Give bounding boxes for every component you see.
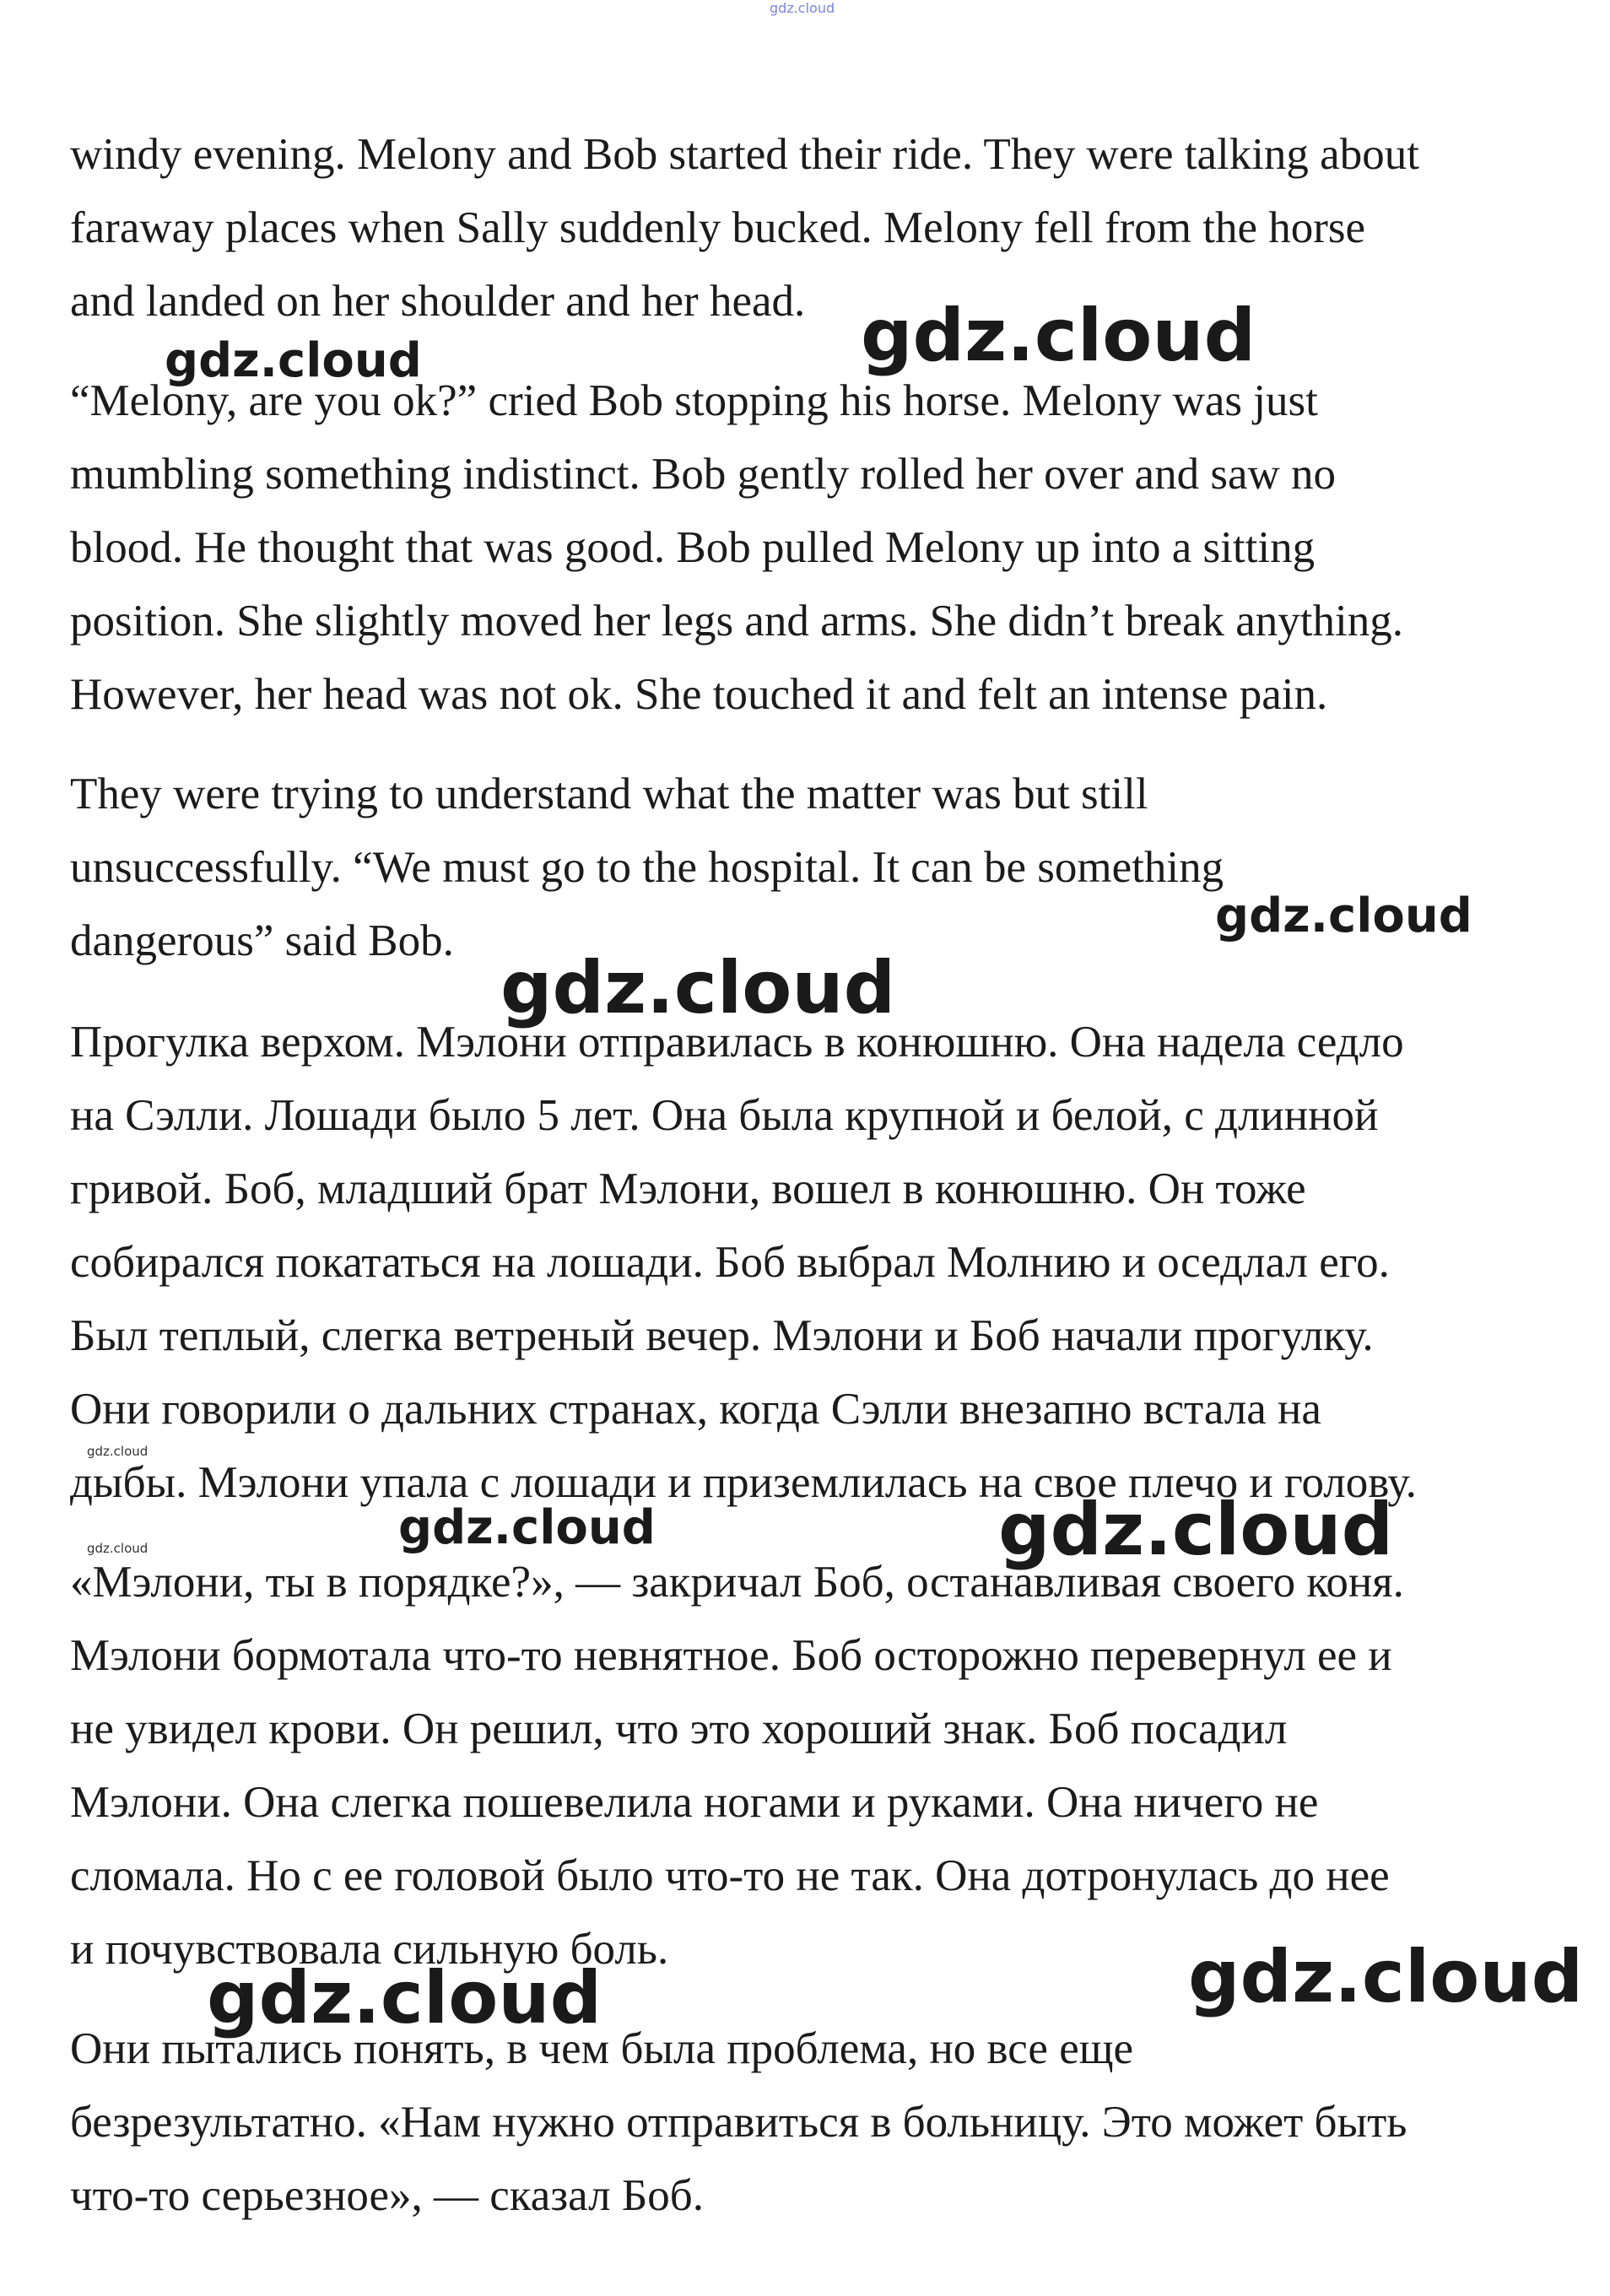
paragraph-5 — [70, 1546, 1572, 1986]
watermark: gdz.cloud — [1188, 1935, 1584, 2019]
text-line: windy evening. Melony and Bob started their ride. They were talking about — [70, 130, 1419, 179]
text-line: Мэлони бормотала что-то невнятное. Боб осторожно перевернул ее и — [70, 1631, 1392, 1680]
watermark: gdz.cloud — [861, 294, 1256, 378]
paragraph-1 — [70, 118, 1572, 338]
text-line: не увидел крови. Он решил, что это хороший знак. Боб посадил — [70, 1704, 1288, 1753]
text-line: Был теплый, слегка ветреный вечер. Мэлони и Боб начали прогулку. — [70, 1311, 1374, 1360]
text-line: Мэлони. Она слегка пошевелила ногами и руками. Она ничего не — [70, 1778, 1319, 1827]
paragraph-6 — [70, 2012, 1572, 2233]
text-line: position. She slightly moved her legs and arms. She didn’t break anything. — [70, 597, 1403, 646]
text-line: They were trying to understand what the matter was but still — [70, 770, 1148, 818]
watermark: gdz.cloud — [165, 333, 422, 388]
text-line: что-то серьезное», — сказал Боб. — [70, 2171, 705, 2220]
watermark: gdz.cloud — [1215, 889, 1472, 943]
text-line: unsuccessfully. “We must go to the hospital. It can be something — [70, 843, 1224, 892]
text-line: собирался покататься на лошади. Боб выбрал Молнию и оседлал его. — [70, 1238, 1390, 1287]
text-line: на Сэлли. Лошади было 5 лет. Она была крупной и белой, с длинной — [70, 1091, 1379, 1140]
paragraph-2 — [70, 365, 1572, 732]
text-line: Они пытались понять, в чем была проблема, но все еще — [70, 2024, 1134, 2073]
paragraph-4 — [70, 1006, 1572, 1520]
watermark: gdz.cloud — [500, 946, 896, 1030]
watermark: gdz.cloud — [398, 1500, 656, 1555]
text-line: Прогулка верхом. Мэлони отправилась в конюшню. Она надела седло — [70, 1018, 1404, 1067]
text-line: and landed on her shoulder and her head. — [70, 277, 806, 326]
watermark: gdz.cloud — [998, 1488, 1394, 1572]
text-line: mumbling something indistinct. Bob gently rolled her over and saw no — [70, 450, 1336, 499]
text-line: Они говорили о дальних странах, когда Сэлли внезапно встала на — [70, 1385, 1321, 1434]
text-line: blood. He thought that was good. Bob pulled Melony up into a sitting — [70, 523, 1316, 572]
text-line: и почувствовала сильную боль. — [70, 1925, 669, 1974]
text-line: сломала. Но с ее головой было что-то не так. Она дотронулась до нее — [70, 1851, 1390, 1900]
header-watermark: gdz.cloud — [770, 0, 835, 16]
watermark: gdz.cloud — [87, 1444, 149, 1459]
watermark: gdz.cloud — [207, 1956, 602, 2040]
text-line: dangerous” said Bob. — [70, 916, 454, 965]
text-line: дыбы. Мэлони упала с лошади и приземлилась на свое плечо и голову. — [70, 1458, 1417, 1507]
text-line: гривой. Боб, младший брат Мэлони, вошел в конюшню. Он тоже — [70, 1164, 1306, 1213]
watermark: gdz.cloud — [87, 1541, 149, 1556]
text-line: «Мэлони, ты в порядке?», — закричал Боб, останавливая своего коня. — [70, 1558, 1404, 1607]
text-line: faraway places when Sally suddenly bucked. Melony fell from the horse — [70, 203, 1366, 252]
text-line: However, her head was not ok. She touched it and felt an intense pain. — [70, 670, 1328, 719]
text-line: безрезультатно. «Нам нужно отправиться в больницу. Это может быть — [70, 2098, 1407, 2147]
text-line: “Melony, are you ok?” cried Bob stopping his horse. Melony was just — [70, 376, 1318, 425]
paragraph-3 — [70, 758, 1572, 978]
